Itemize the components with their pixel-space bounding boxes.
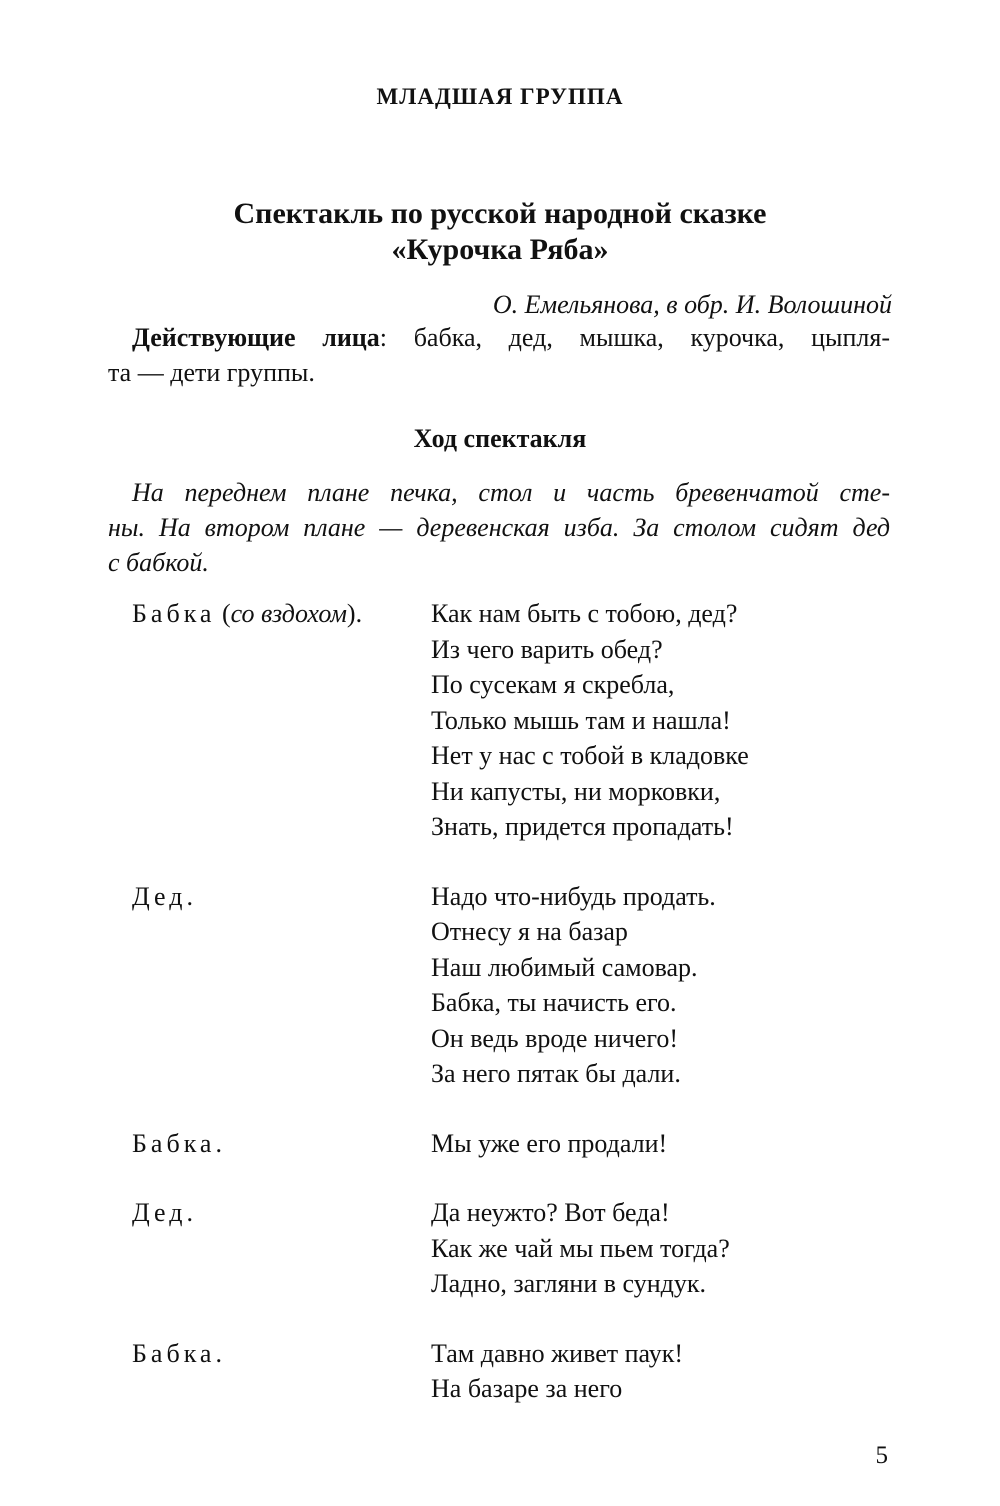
verse-line: По сусекам я скребла, bbox=[431, 670, 675, 699]
speaker-name: Бабка (со вздохом). bbox=[132, 599, 363, 628]
speaker-note: со вздохом bbox=[230, 599, 347, 628]
verse-line: Как же чай мы пьем тогда? bbox=[431, 1233, 730, 1263]
speaker-name: Дед. bbox=[132, 1198, 197, 1227]
verse-line: Там давно живет паук! bbox=[431, 1338, 684, 1368]
verse bbox=[431, 1195, 1000, 1302]
attribution: О. Емельянова, в обр. И. Волошиной bbox=[492, 290, 892, 319]
verse-line: Отнесу я на базар bbox=[431, 917, 628, 946]
verse-line: За него пятак бы дали. bbox=[431, 1059, 681, 1088]
verse-line: Знать, придется пропадать! bbox=[431, 812, 734, 841]
dialogue bbox=[0, 596, 1000, 1441]
section-heading: МЛАДШАЯ ГРУППА bbox=[376, 84, 624, 109]
speaker-name: Бабка. bbox=[132, 1338, 226, 1368]
verse-line: Он ведь вроде ничего! bbox=[431, 1023, 679, 1053]
speaker-name: Бабка. bbox=[132, 1128, 226, 1158]
verse bbox=[431, 596, 1000, 845]
verse-line: Как нам быть с тобою, дед? bbox=[431, 599, 738, 628]
dialogue-block bbox=[0, 879, 1000, 1092]
characters-line-1 bbox=[108, 320, 890, 355]
stage-direction-line-3: с бабкой. bbox=[108, 548, 209, 577]
characters-label: Действующие лица bbox=[132, 323, 380, 352]
verse bbox=[431, 1126, 1000, 1162]
stage-direction-line-1: На переднем плане печка, стол и часть бревенчатой сте- bbox=[132, 478, 890, 507]
verse-line: Наш любимый самовар. bbox=[431, 952, 698, 982]
play-title-line-2: «Курочка Ряба» bbox=[391, 233, 609, 266]
characters-list bbox=[108, 320, 890, 390]
verse-line: На базаре за него bbox=[431, 1374, 623, 1403]
play-title-line-1: Спектакль по русской народной сказке bbox=[233, 197, 767, 230]
verse-line: Надо что-нибудь продать. bbox=[431, 881, 716, 911]
verse-line: Бабка, ты начисть его. bbox=[431, 988, 677, 1017]
verse bbox=[431, 879, 1000, 1092]
verse-line: Нет у нас с тобой в кладовке bbox=[431, 741, 749, 770]
verse-line: Да неужто? Вот беда! bbox=[431, 1198, 670, 1227]
verse-line: Ладно, загляни в сундук. bbox=[431, 1269, 706, 1298]
verse-line: Ни капусты, ни морковки, bbox=[431, 776, 721, 806]
speaker-name: Дед. bbox=[132, 881, 197, 911]
progress-heading: Ход спектакля bbox=[413, 424, 587, 453]
dialogue-block bbox=[0, 1195, 1000, 1302]
dialogue-block bbox=[0, 1336, 1000, 1407]
verse bbox=[431, 1336, 1000, 1407]
dialogue-block bbox=[0, 596, 1000, 845]
stage-direction-line-2: ны. На втором плане — деревенская изба. За столом сидят дед bbox=[108, 513, 890, 542]
page-number: 5 bbox=[875, 1442, 888, 1469]
characters-line-2: та — дети группы. bbox=[108, 358, 315, 387]
verse-line: Только мышь там и нашла! bbox=[431, 705, 731, 735]
characters-text-1: : бабка, дед, мышка, курочка, цыпля- bbox=[379, 323, 890, 352]
verse-line: Мы уже его продали! bbox=[431, 1128, 668, 1158]
dialogue-block bbox=[0, 1126, 1000, 1162]
play-title bbox=[0, 196, 1000, 268]
stage-direction bbox=[108, 475, 890, 580]
verse-line: Из чего варить обед? bbox=[431, 634, 663, 664]
speaker-label: Бабка bbox=[132, 599, 216, 628]
